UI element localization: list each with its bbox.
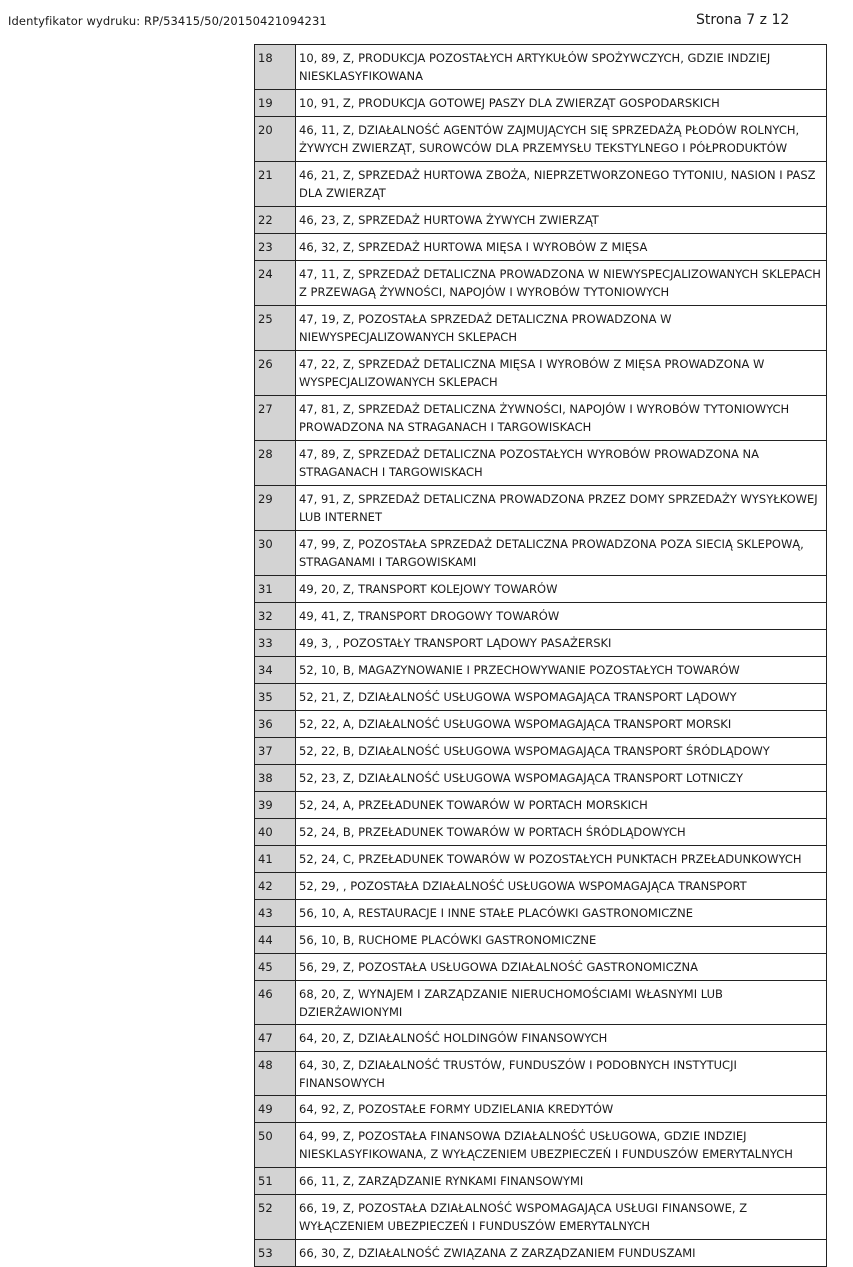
activity-description: 64, 99, Z, POZOSTAŁA FINANSOWA DZIAŁALNOŚĆ USŁUGOWA, GDZIE INDZIEJ NIESKLASYFIKOWANA, Z WYŁĄCZENIEM UBEZPIECZEŃ I FUNDUSZÓW EMERYTALNYCH — [296, 1123, 827, 1168]
activity-description: 52, 21, Z, DZIAŁALNOŚĆ USŁUGOWA WSPOMAGAJĄCA TRANSPORT LĄDOWY — [296, 684, 827, 711]
activity-description: 52, 29, , POZOSTAŁA DZIAŁALNOŚĆ USŁUGOWA WSPOMAGAJĄCA TRANSPORT — [296, 873, 827, 900]
row-number: 32 — [255, 603, 296, 630]
activity-description: 56, 10, B, RUCHOME PLACÓWKI GASTRONOMICZNE — [296, 927, 827, 954]
table-row — [255, 1052, 827, 1096]
activity-description: 56, 29, Z, POZOSTAŁA USŁUGOWA DZIAŁALNOŚĆ GASTRONOMICZNA — [296, 954, 827, 981]
row-number: 28 — [255, 441, 296, 486]
activity-description: 66, 30, Z, DZIAŁALNOŚĆ ZWIĄZANA Z ZARZĄDZANIEM FUNDUSZAMI — [296, 1240, 827, 1267]
row-number: 18 — [255, 45, 296, 90]
table-row — [255, 900, 827, 927]
row-number: 36 — [255, 711, 296, 738]
activity-description: 68, 20, Z, WYNAJEM I ZARZĄDZANIE NIERUCHOMOŚCIAMI WŁASNYMI LUB DZIERŻAWIONYMI — [296, 981, 827, 1025]
table-row — [255, 846, 827, 873]
activity-description: 52, 22, A, DZIAŁALNOŚĆ USŁUGOWA WSPOMAGAJĄCA TRANSPORT MORSKI — [296, 711, 827, 738]
activity-description: 64, 30, Z, DZIAŁALNOŚĆ TRUSTÓW, FUNDUSZÓW I PODOBNYCH INSTYTUCJI FINANSOWYCH — [296, 1052, 827, 1096]
row-number: 33 — [255, 630, 296, 657]
table-row — [255, 45, 827, 90]
row-number: 37 — [255, 738, 296, 765]
activity-description: 47, 22, Z, SPRZEDAŻ DETALICZNA MIĘSA I WYROBÓW Z MIĘSA PROWADZONA W WYSPECJALIZOWANYCH SKLEPACH — [296, 351, 827, 396]
table-row — [255, 1096, 827, 1123]
row-number: 45 — [255, 954, 296, 981]
table-row — [255, 630, 827, 657]
table-row — [255, 927, 827, 954]
activity-description: 66, 11, Z, ZARZĄDZANIE RYNKAMI FINANSOWYMI — [296, 1168, 827, 1195]
activity-description: 10, 91, Z, PRODUKCJA GOTOWEJ PASZY DLA ZWIERZĄT GOSPODARSKICH — [296, 90, 827, 117]
activity-description: 10, 89, Z, PRODUKCJA POZOSTAŁYCH ARTYKUŁÓW SPOŻYWCZYCH, GDZIE INDZIEJ NIESKLASYFIKOWANA — [296, 45, 827, 90]
table-row — [255, 657, 827, 684]
table-row — [255, 684, 827, 711]
row-number: 52 — [255, 1195, 296, 1240]
row-number: 49 — [255, 1096, 296, 1123]
activity-description: 47, 11, Z, SPRZEDAŻ DETALICZNA PROWADZONA W NIEWYSPECJALIZOWANYCH SKLEPACH Z PRZEWAGĄ ŻYWNOŚCI, NAPOJÓW I WYROBÓW TYTONIOWYCH — [296, 261, 827, 306]
activity-description: 47, 81, Z, SPRZEDAŻ DETALICZNA ŻYWNOŚCI, NAPOJÓW I WYROBÓW TYTONIOWYCH PROWADZONA NA STRAGANACH I TARGOWISKACH — [296, 396, 827, 441]
activity-description: 47, 89, Z, SPRZEDAŻ DETALICZNA POZOSTAŁYCH WYROBÓW PROWADZONA NA STRAGANACH I TARGOWISKACH — [296, 441, 827, 486]
activity-description: 49, 41, Z, TRANSPORT DROGOWY TOWARÓW — [296, 603, 827, 630]
table-row — [255, 351, 827, 396]
table-row — [255, 792, 827, 819]
table-row — [255, 396, 827, 441]
table-row — [255, 576, 827, 603]
activity-description: 52, 10, B, MAGAZYNOWANIE I PRZECHOWYWANIE POZOSTAŁYCH TOWARÓW — [296, 657, 827, 684]
row-number: 38 — [255, 765, 296, 792]
table-row — [255, 765, 827, 792]
row-number: 29 — [255, 486, 296, 531]
table-row — [255, 873, 827, 900]
row-number: 34 — [255, 657, 296, 684]
table-row — [255, 441, 827, 486]
activity-description: 52, 23, Z, DZIAŁALNOŚĆ USŁUGOWA WSPOMAGAJĄCA TRANSPORT LOTNICZY — [296, 765, 827, 792]
row-number: 41 — [255, 846, 296, 873]
activity-description: 52, 22, B, DZIAŁALNOŚĆ USŁUGOWA WSPOMAGAJĄCA TRANSPORT ŚRÓDLĄDOWY — [296, 738, 827, 765]
activity-description: 66, 19, Z, POZOSTAŁA DZIAŁALNOŚĆ WSPOMAGAJĄCA USŁUGI FINANSOWE, Z WYŁĄCZENIEM UBEZPIECZEŃ I FUNDUSZÓW EMERYTALNYCH — [296, 1195, 827, 1240]
row-number: 47 — [255, 1025, 296, 1052]
activity-description: 47, 99, Z, POZOSTAŁA SPRZEDAŻ DETALICZNA PROWADZONA POZA SIECIĄ SKLEPOWĄ, STRAGANAMI I TARGOWISKAMI — [296, 531, 827, 576]
row-number: 24 — [255, 261, 296, 306]
row-number: 44 — [255, 927, 296, 954]
activity-description: 47, 91, Z, SPRZEDAŻ DETALICZNA PROWADZONA PRZEZ DOMY SPRZEDAŻY WYSYŁKOWEJ LUB INTERNET — [296, 486, 827, 531]
row-number: 21 — [255, 162, 296, 207]
activity-description: 46, 23, Z, SPRZEDAŻ HURTOWA ŻYWYCH ZWIERZĄT — [296, 207, 827, 234]
row-number: 48 — [255, 1052, 296, 1096]
table-row — [255, 819, 827, 846]
table-row — [255, 1195, 827, 1240]
table-row — [255, 1240, 827, 1267]
table-row — [255, 117, 827, 162]
row-number: 27 — [255, 396, 296, 441]
activity-description: 49, 3, , POZOSTAŁY TRANSPORT LĄDOWY PASAŻERSKI — [296, 630, 827, 657]
pkd-table-body — [255, 45, 827, 1267]
row-number: 25 — [255, 306, 296, 351]
activity-description: 49, 20, Z, TRANSPORT KOLEJOWY TOWARÓW — [296, 576, 827, 603]
page-number: Strona 7 z 12 — [696, 12, 790, 28]
table-row — [255, 207, 827, 234]
row-number: 31 — [255, 576, 296, 603]
activity-description: 46, 21, Z, SPRZEDAŻ HURTOWA ZBOŻA, NIEPRZETWORZONEGO TYTONIU, NASION I PASZ DLA ZWIERZĄT — [296, 162, 827, 207]
table-row — [255, 711, 827, 738]
table-row — [255, 738, 827, 765]
table-row — [255, 90, 827, 117]
row-number: 39 — [255, 792, 296, 819]
table-row — [255, 306, 827, 351]
activity-description: 52, 24, A, PRZEŁADUNEK TOWARÓW W PORTACH MORSKICH — [296, 792, 827, 819]
row-number: 43 — [255, 900, 296, 927]
row-number: 22 — [255, 207, 296, 234]
table-row — [255, 162, 827, 207]
row-number: 40 — [255, 819, 296, 846]
row-number: 23 — [255, 234, 296, 261]
row-number: 51 — [255, 1168, 296, 1195]
row-number: 35 — [255, 684, 296, 711]
row-number: 30 — [255, 531, 296, 576]
activity-description: 46, 32, Z, SPRZEDAŻ HURTOWA MIĘSA I WYROBÓW Z MIĘSA — [296, 234, 827, 261]
row-number: 50 — [255, 1123, 296, 1168]
table-row — [255, 531, 827, 576]
row-number: 20 — [255, 117, 296, 162]
activity-description: 52, 24, B, PRZEŁADUNEK TOWARÓW W PORTACH ŚRÓDLĄDOWYCH — [296, 819, 827, 846]
table-row — [255, 1123, 827, 1168]
row-number: 46 — [255, 981, 296, 1025]
row-number: 53 — [255, 1240, 296, 1267]
activity-description: 64, 92, Z, POZOSTAŁE FORMY UDZIELANIA KREDYTÓW — [296, 1096, 827, 1123]
table-row — [255, 261, 827, 306]
table-row — [255, 603, 827, 630]
pkd-activity-table — [254, 44, 827, 1267]
table-row — [255, 981, 827, 1025]
table-row — [255, 486, 827, 531]
print-identifier: Identyfikator wydruku: RP/53415/50/20150421094231 — [8, 14, 327, 28]
table-row — [255, 954, 827, 981]
row-number: 26 — [255, 351, 296, 396]
activity-description: 46, 11, Z, DZIAŁALNOŚĆ AGENTÓW ZAJMUJĄCYCH SIĘ SPRZEDAŻĄ PŁODÓW ROLNYCH, ŻYWYCH ZWIERZĄT, SUROWCÓW DLA PRZEMYSŁU TEKSTYLNEGO I PÓŁPRODUKTÓW — [296, 117, 827, 162]
activity-description: 52, 24, C, PRZEŁADUNEK TOWARÓW W POZOSTAŁYCH PUNKTACH PRZEŁADUNKOWYCH — [296, 846, 827, 873]
row-number: 19 — [255, 90, 296, 117]
table-row — [255, 1168, 827, 1195]
activity-description: 56, 10, A, RESTAURACJE I INNE STAŁE PLACÓWKI GASTRONOMICZNE — [296, 900, 827, 927]
table-row — [255, 1025, 827, 1052]
row-number: 42 — [255, 873, 296, 900]
activity-description: 47, 19, Z, POZOSTAŁA SPRZEDAŻ DETALICZNA PROWADZONA W NIEWYSPECJALIZOWANYCH SKLEPACH — [296, 306, 827, 351]
activity-description: 64, 20, Z, DZIAŁALNOŚĆ HOLDINGÓW FINANSOWYCH — [296, 1025, 827, 1052]
table-row — [255, 234, 827, 261]
